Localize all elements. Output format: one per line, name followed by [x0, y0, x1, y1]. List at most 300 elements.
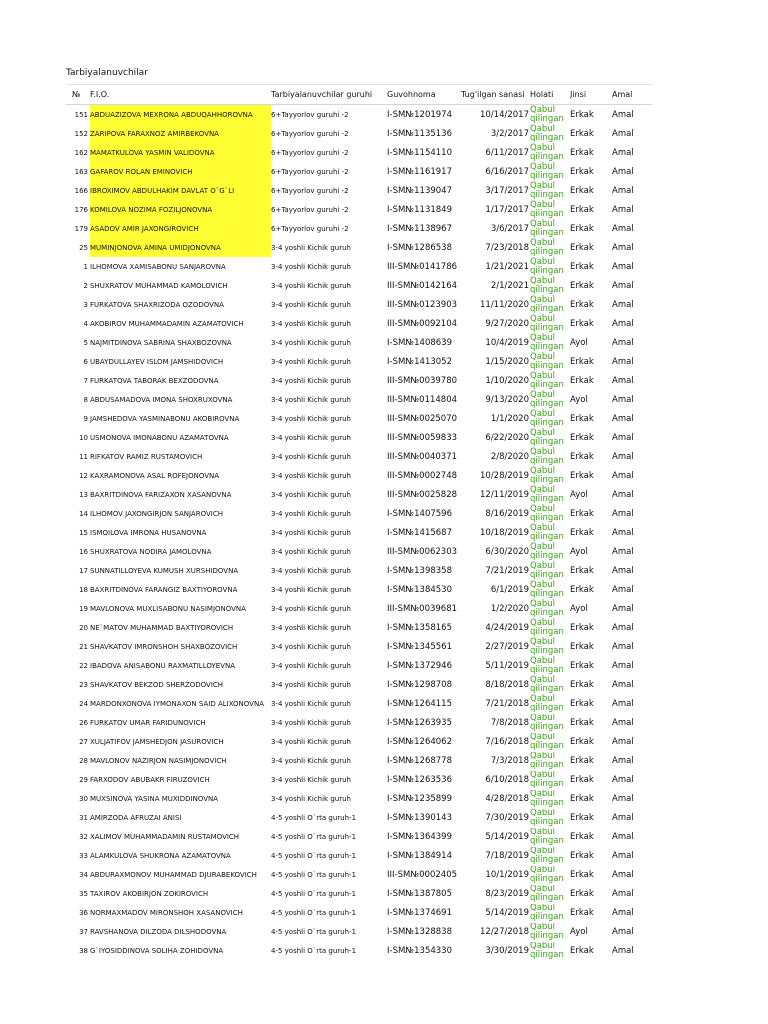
birth-date: 7/23/2018: [485, 242, 529, 253]
action-link[interactable]: Amal: [612, 166, 634, 177]
group-name: 3-4 yoshli Kichik guruh: [271, 433, 351, 442]
birth-date: 8/18/2018: [485, 679, 529, 690]
status-label: Qabul qilingan: [530, 257, 564, 276]
action-link[interactable]: Amal: [612, 394, 634, 405]
certificate-number: I-SM№1138967: [387, 223, 452, 234]
action-link[interactable]: Amal: [612, 261, 634, 272]
table-row: [66, 790, 652, 809]
student-name: TAXIROV AKOBIRJON ZOKIROVICH: [90, 890, 209, 899]
row-number: 15: [79, 528, 88, 537]
birth-date: 5/14/2019: [485, 832, 529, 843]
row-number: 16: [79, 547, 88, 556]
certificate-number: I-SM№1135136: [387, 128, 452, 139]
student-name: JAMSHEDOVA YASMINABONU AKOBIROVNA: [90, 414, 240, 423]
student-name: XULJATIFOV JAMSHEDJON JASUROVICH: [90, 738, 224, 747]
row-number: 23: [79, 680, 88, 689]
action-link[interactable]: Amal: [612, 813, 634, 824]
table-row: [66, 238, 652, 257]
certificate-number: I-SM№1201974: [387, 109, 452, 120]
birth-date: 4/24/2019: [485, 622, 529, 633]
action-link[interactable]: Amal: [612, 889, 634, 900]
table-row: [66, 371, 652, 390]
status-label: Qabul qilingan: [530, 637, 564, 656]
header-number: №: [72, 90, 81, 99]
gender: Erkak: [570, 660, 594, 671]
row-number: 21: [79, 642, 88, 651]
table-row: [66, 200, 652, 219]
status-label: Qabul qilingan: [530, 371, 564, 390]
group-name: 3-4 yoshli Kichik guruh: [271, 262, 351, 271]
certificate-number: III-SM№0039681: [387, 603, 458, 614]
birth-date: 1/2/2020: [490, 603, 529, 614]
student-name: MAVLONOVA MUXLISABONU NASIMJONOVNA: [90, 604, 246, 613]
row-number: 22: [79, 661, 88, 670]
student-name: MUMINJONOVA AMINA UMIDJONOVNA: [90, 238, 271, 257]
certificate-number: I-SM№1384530: [387, 584, 452, 595]
table-row: [66, 181, 652, 200]
action-link[interactable]: Amal: [612, 756, 634, 767]
birth-date: 1/1/2020: [490, 413, 529, 424]
action-link[interactable]: Amal: [612, 128, 634, 139]
group-name: 6+Tayyorlov guruhi -2: [271, 224, 349, 233]
birth-date: 6/11/2017: [485, 147, 529, 158]
birth-date: 8/16/2019: [485, 508, 529, 519]
row-number: 152: [74, 129, 88, 138]
table-row: [66, 714, 652, 733]
status-label: Qabul qilingan: [530, 390, 564, 409]
birth-date: 11/11/2020: [480, 299, 529, 310]
row-number: 30: [79, 795, 88, 804]
status-label: Qabul qilingan: [530, 238, 564, 257]
status-label: Qabul qilingan: [530, 694, 564, 713]
student-name: ABDUSAMADOVA IMONA SHOXRUXOVNA: [90, 395, 233, 404]
status-label: Qabul qilingan: [530, 599, 564, 618]
gender: Erkak: [570, 147, 594, 158]
table-row: [66, 847, 652, 866]
action-link[interactable]: Amal: [612, 794, 634, 805]
birth-date: 4/28/2018: [485, 794, 529, 805]
table-row: [66, 637, 652, 656]
status-label: Qabul qilingan: [530, 200, 564, 219]
certificate-number: III-SM№0123903: [387, 299, 458, 310]
group-name: 3-4 yoshli Kichik guruh: [271, 281, 351, 290]
gender: Erkak: [570, 223, 594, 234]
action-link[interactable]: Amal: [612, 109, 634, 120]
group-name: 3-4 yoshli Kichik guruh: [271, 376, 351, 385]
header-fio: F.I.O.: [90, 90, 110, 99]
student-name: SHAVKATOV BEKZOD SHERZODOVICH: [90, 680, 224, 689]
birth-date: 12/27/2018: [480, 927, 529, 938]
birth-date: 7/21/2019: [485, 565, 529, 576]
status-label: Qabul qilingan: [530, 295, 564, 314]
row-number: 24: [79, 699, 88, 708]
row-number: 9: [83, 414, 88, 423]
gender: Erkak: [570, 242, 594, 253]
row-number: 5: [83, 338, 88, 347]
status-label: Qabul qilingan: [530, 162, 564, 181]
student-name: KOMILOVA NOZIMA FOZILJONOVNA: [90, 200, 271, 219]
group-name: 3-4 yoshli Kichik guruh: [271, 471, 351, 480]
table-row: [66, 561, 652, 580]
header-status: Holati: [530, 90, 554, 99]
action-link[interactable]: Amal: [612, 927, 634, 938]
status-label: Qabul qilingan: [530, 789, 564, 809]
action-link[interactable]: Amal: [612, 679, 634, 690]
group-name: 3-4 yoshli Kichik guruh: [271, 395, 351, 404]
student-name: SHAVKATOV IMRONSHOH SHAXBOZOVICH: [90, 642, 238, 651]
action-link[interactable]: Amal: [612, 432, 634, 443]
action-link[interactable]: Amal: [612, 508, 634, 519]
action-link[interactable]: Amal: [612, 470, 634, 481]
group-name: 6+Tayyorlov guruhi -2: [271, 205, 349, 214]
student-name: MAVLONOV NAZIRJON NASIMJONOVICH: [90, 757, 227, 766]
action-link[interactable]: Amal: [612, 242, 634, 253]
birth-date: 1/15/2020: [485, 356, 529, 367]
group-name: 3-4 yoshli Kichik guruh: [271, 661, 351, 670]
row-number: 10: [79, 433, 88, 442]
action-link[interactable]: Amal: [612, 280, 634, 291]
group-name: 6+Tayyorlov guruhi -2: [271, 129, 349, 138]
table-row: [66, 352, 652, 371]
group-name: 3-4 yoshli Kichik guruh: [271, 243, 351, 252]
status-label: Qabul qilingan: [530, 181, 564, 200]
status-label: Qabul qilingan: [530, 884, 564, 904]
birth-date: 7/16/2018: [485, 737, 529, 748]
birth-date: 1/21/2021: [485, 261, 529, 272]
header-action: Amal: [612, 90, 633, 99]
student-name: NE`MATOV MUHAMMAD BAXTIYOROVICH: [90, 623, 234, 632]
action-link[interactable]: Amal: [612, 832, 634, 843]
certificate-number: I-SM№1413052: [387, 356, 452, 367]
group-name: 3-4 yoshli Kichik guruh: [271, 795, 351, 804]
certificate-number: I-SM№1407596: [387, 508, 452, 519]
certificate-number: III-SM№0025828: [387, 489, 458, 500]
group-name: 6+Tayyorlov guruhi -2: [271, 110, 349, 119]
certificate-number: III-SM№0142164: [387, 280, 458, 291]
row-number: 25: [79, 243, 88, 252]
certificate-number: I-SM№1263536: [387, 775, 452, 786]
group-name: 4-5 yoshli O`rta guruh-1: [271, 928, 357, 937]
gender: Erkak: [570, 737, 594, 748]
certificate-number: I-SM№1354330: [387, 946, 452, 957]
certificate-number: I-SM№1387805: [387, 889, 452, 900]
row-number: 3: [83, 300, 88, 309]
row-number: 33: [79, 852, 88, 861]
birth-date: 3/6/2017: [490, 223, 529, 234]
action-link[interactable]: Amal: [612, 527, 634, 538]
table-row: [66, 580, 652, 599]
table-row: [66, 618, 652, 637]
gender: Erkak: [570, 908, 594, 919]
student-name: SUNNATILLOYEVA KUMUSH XURSHIDOVNA: [90, 566, 239, 575]
certificate-number: I-SM№1328838: [387, 927, 452, 938]
action-link[interactable]: Amal: [612, 489, 634, 500]
row-number: 166: [74, 186, 88, 195]
action-link[interactable]: Amal: [612, 451, 634, 462]
header-gender: Jinsi: [570, 90, 587, 99]
gender: Erkak: [570, 775, 594, 786]
certificate-number: III-SM№0002748: [387, 470, 458, 481]
group-name: 6+Tayyorlov guruhi -2: [271, 148, 349, 157]
student-name: ABDUAZIZOVA MEXRONA ABDUQAHHOROVNA: [90, 105, 271, 124]
birth-date: 7/30/2019: [485, 813, 529, 824]
table-row: [66, 885, 652, 904]
birth-date: 10/28/2019: [480, 470, 529, 481]
table-row: [66, 485, 652, 504]
table-row: [66, 333, 652, 352]
status-label: Qabul qilingan: [530, 447, 564, 466]
row-number: 27: [79, 738, 88, 747]
page-title: Tarbiyalanuvchilar: [66, 68, 148, 78]
table-row: [66, 828, 652, 847]
certificate-number: I-SM№1364399: [387, 832, 452, 843]
action-link[interactable]: Amal: [612, 622, 634, 633]
gender: Ayol: [570, 603, 588, 614]
birth-date: 7/21/2018: [485, 698, 529, 709]
table-row: [66, 257, 652, 276]
birth-date: 8/23/2019: [485, 889, 529, 900]
group-name: 3-4 yoshli Kichik guruh: [271, 490, 351, 499]
birth-date: 2/1/2021: [490, 280, 529, 291]
certificate-number: I-SM№1345561: [387, 641, 452, 652]
student-name: SHUXRATOVA NODIRA JAMOLOVNA: [90, 547, 212, 556]
row-number: 1: [83, 262, 88, 271]
birth-date: 9/13/2020: [485, 394, 529, 405]
certificate-number: I-SM№1374691: [387, 908, 452, 919]
group-name: 4-5 yoshli O`rta guruh-1: [271, 890, 357, 899]
action-link[interactable]: Amal: [612, 413, 634, 424]
action-link[interactable]: Amal: [612, 337, 634, 348]
table-row: [66, 942, 652, 961]
row-number: 37: [79, 928, 88, 937]
status-label: Qabul qilingan: [530, 143, 564, 162]
action-link[interactable]: Amal: [612, 185, 634, 196]
certificate-number: I-SM№1268778: [387, 756, 452, 767]
certificate-number: III-SM№0002405: [387, 870, 458, 881]
table-row: [66, 771, 652, 790]
student-name: FURKATOV UMAR FARIDUNOVICH: [90, 719, 206, 727]
row-number: 163: [74, 167, 88, 176]
action-link[interactable]: Amal: [612, 318, 634, 329]
table-row: [66, 904, 652, 923]
status-label: Qabul qilingan: [530, 713, 564, 732]
birth-date: 5/11/2019: [485, 660, 529, 671]
action-link[interactable]: Amal: [612, 565, 634, 576]
status-label: Qabul qilingan: [530, 865, 564, 885]
student-name: NAJMITDINOVA SABRINA SHAXBOZOVNA: [90, 338, 232, 347]
student-name: ILHOMOVA XAMISABONU SANJAROVNA: [90, 262, 226, 271]
birth-date: 6/22/2020: [485, 432, 529, 443]
certificate-number: I-SM№1264062: [387, 737, 452, 748]
table-row: [66, 694, 652, 713]
group-name: 3-4 yoshli Kichik guruh: [271, 699, 351, 708]
row-number: 31: [79, 814, 88, 823]
action-link[interactable]: Amal: [612, 718, 634, 728]
group-name: 3-4 yoshli Kichik guruh: [271, 757, 351, 766]
action-link[interactable]: Amal: [612, 641, 634, 652]
gender: Ayol: [570, 337, 588, 348]
row-number: 17: [79, 566, 88, 575]
action-link[interactable]: Amal: [612, 147, 634, 158]
group-name: 4-5 yoshli O`rta guruh-1: [271, 833, 357, 842]
status-label: Qabul qilingan: [530, 314, 564, 333]
status-label: Qabul qilingan: [530, 219, 564, 238]
gender: Ayol: [570, 489, 588, 500]
certificate-number: III-SM№0059833: [387, 432, 458, 443]
action-link[interactable]: Amal: [612, 223, 634, 234]
gender: Erkak: [570, 318, 594, 329]
group-name: 3-4 yoshli Kichik guruh: [271, 738, 351, 747]
row-number: 26: [79, 719, 88, 727]
group-name: 4-5 yoshli O`rta guruh-1: [271, 947, 357, 956]
action-link[interactable]: Amal: [612, 375, 634, 386]
table-row: [66, 219, 652, 238]
gender: Erkak: [570, 851, 594, 862]
row-number: 32: [79, 833, 88, 842]
gender: Erkak: [570, 870, 594, 881]
status-label: Qabul qilingan: [530, 542, 564, 561]
table-row: [66, 466, 652, 485]
table-row: [66, 105, 652, 124]
action-link[interactable]: Amal: [612, 603, 634, 614]
table-row: [66, 923, 652, 942]
action-link[interactable]: Amal: [612, 851, 634, 862]
group-name: 3-4 yoshli Kichik guruh: [271, 623, 351, 632]
row-number: 4: [83, 319, 88, 328]
birth-date: 6/10/2018: [485, 775, 529, 786]
row-number: 35: [79, 890, 88, 899]
header-birth-date: Tug'ilgan sanasi: [461, 90, 525, 99]
action-link[interactable]: Amal: [612, 204, 634, 215]
table-row: [66, 523, 652, 542]
birth-date: 2/27/2019: [485, 641, 529, 652]
row-number: 14: [79, 509, 88, 518]
gender: Erkak: [570, 356, 594, 367]
action-link[interactable]: Amal: [612, 584, 634, 595]
group-name: 4-5 yoshli O`rta guruh-1: [271, 814, 357, 823]
gender: Erkak: [570, 813, 594, 824]
group-name: 6+Tayyorlov guruhi -2: [271, 186, 349, 195]
student-name: ZARIPOVA FARAXNOZ AMIRBEKOVNA: [90, 124, 271, 143]
action-link[interactable]: Amal: [612, 299, 634, 310]
action-link[interactable]: Amal: [612, 660, 634, 671]
certificate-number: I-SM№1139047: [387, 185, 452, 196]
certificate-number: I-SM№1154110: [387, 147, 452, 158]
table-row: [66, 866, 652, 885]
gender: Erkak: [570, 527, 594, 538]
student-name: NORMAXMADOV MIRONSHOH XASANOVICH: [90, 909, 243, 918]
gender: Erkak: [570, 718, 594, 728]
group-name: 3-4 yoshli Kichik guruh: [271, 680, 351, 689]
certificate-number: I-SM№1390143: [387, 813, 452, 824]
gender: Erkak: [570, 794, 594, 805]
header-group: Tarbiyalanuvchilar guruhi: [271, 90, 373, 99]
table-row: [66, 124, 652, 143]
action-link[interactable]: Amal: [612, 870, 634, 881]
group-name: 4-5 yoshli O`rta guruh-1: [271, 871, 357, 880]
gender: Erkak: [570, 413, 594, 424]
status-label: Qabul qilingan: [530, 333, 564, 352]
student-name: AKOBIROV MUHAMMADAMIN AZAMATOVICH: [90, 319, 244, 328]
certificate-number: I-SM№1384914: [387, 851, 452, 862]
student-name: MUXSINOVA YASINA MUXIDDINOVNA: [90, 795, 219, 804]
status-label: Qabul qilingan: [530, 675, 564, 694]
gender: Erkak: [570, 756, 594, 767]
student-name: GAFAROV ROLAN EMINOVICH: [90, 162, 271, 181]
table-row: [66, 428, 652, 447]
student-name: KAXRAMONOVA ASAL ROFEJONOVNA: [90, 471, 220, 480]
status-label: Qabul qilingan: [530, 732, 564, 752]
row-number: 2: [83, 281, 88, 290]
table-row: [66, 542, 652, 561]
action-link[interactable]: Amal: [612, 356, 634, 367]
action-link[interactable]: Amal: [612, 737, 634, 748]
row-number: 13: [79, 490, 88, 499]
student-name: RAVSHANOVA DILZODA DILSHODOVNA: [90, 928, 227, 937]
student-name: ASADOV AMIR JAXONGIROVICH: [90, 219, 271, 238]
birth-date: 12/11/2019: [480, 489, 529, 500]
gender: Erkak: [570, 432, 594, 443]
gender: Erkak: [570, 832, 594, 843]
group-name: 4-5 yoshli O`rta guruh-1: [271, 909, 357, 918]
student-name: MARDONXONOVA IYMONAXON SAID ALIXONOVNA: [90, 699, 264, 708]
status-label: Qabul qilingan: [530, 523, 564, 542]
gender: Erkak: [570, 299, 594, 310]
gender: Erkak: [570, 508, 594, 519]
certificate-number: III-SM№0141786: [387, 261, 458, 272]
status-label: Qabul qilingan: [530, 922, 564, 942]
gender: Ayol: [570, 394, 588, 405]
header-certificate: Guvohnoma: [387, 90, 436, 99]
action-link[interactable]: Amal: [612, 908, 634, 919]
student-name: USMONOVA IMONABONU AZAMATOVNA: [90, 433, 229, 442]
group-name: 3-4 yoshli Kichik guruh: [271, 585, 351, 594]
action-link[interactable]: Amal: [612, 546, 634, 557]
table-row: [66, 162, 652, 181]
certificate-number: III-SM№0039780: [387, 375, 458, 386]
birth-date: 3/2/2017: [490, 128, 529, 139]
gender: Ayol: [570, 927, 588, 938]
student-name: BAXRITDINOVA FARANGIZ BAXTIYOROVNA: [90, 585, 238, 594]
table-header: [66, 84, 652, 105]
birth-date: 10/4/2019: [485, 337, 529, 348]
student-name: IBADOVA ANISABONU RAXMATILLOYEVNA: [90, 661, 235, 670]
certificate-number: I-SM№1415687: [387, 527, 452, 538]
birth-date: 9/27/2020: [485, 318, 529, 329]
certificate-number: I-SM№1408639: [387, 337, 452, 348]
gender: Erkak: [570, 451, 594, 462]
action-link[interactable]: Amal: [612, 946, 634, 957]
status-label: Qabul qilingan: [530, 618, 564, 637]
student-name: ALAMKULOVA SHUKRONA AZAMATOVNA: [90, 852, 231, 861]
student-name: AMIRZODA AFRUZAI ANISI: [90, 814, 182, 823]
row-number: 6: [83, 357, 88, 366]
row-number: 19: [79, 604, 88, 613]
table-row: [66, 809, 652, 828]
status-label: Qabul qilingan: [530, 124, 564, 143]
certificate-number: I-SM№1372946: [387, 660, 452, 671]
student-name: G`IYOSIDDINOVA SOLIHA ZOHIDOVNA: [90, 947, 224, 956]
group-name: 4-5 yoshli O`rta guruh-1: [271, 852, 357, 861]
gender: Erkak: [570, 641, 594, 652]
certificate-number: I-SM№1398358: [387, 565, 452, 576]
action-link[interactable]: Amal: [612, 698, 634, 709]
row-number: 162: [74, 148, 88, 157]
certificate-number: I-SM№1298708: [387, 679, 452, 690]
action-link[interactable]: Amal: [612, 775, 634, 786]
status-label: Qabul qilingan: [530, 751, 564, 771]
table-row: [66, 675, 652, 694]
